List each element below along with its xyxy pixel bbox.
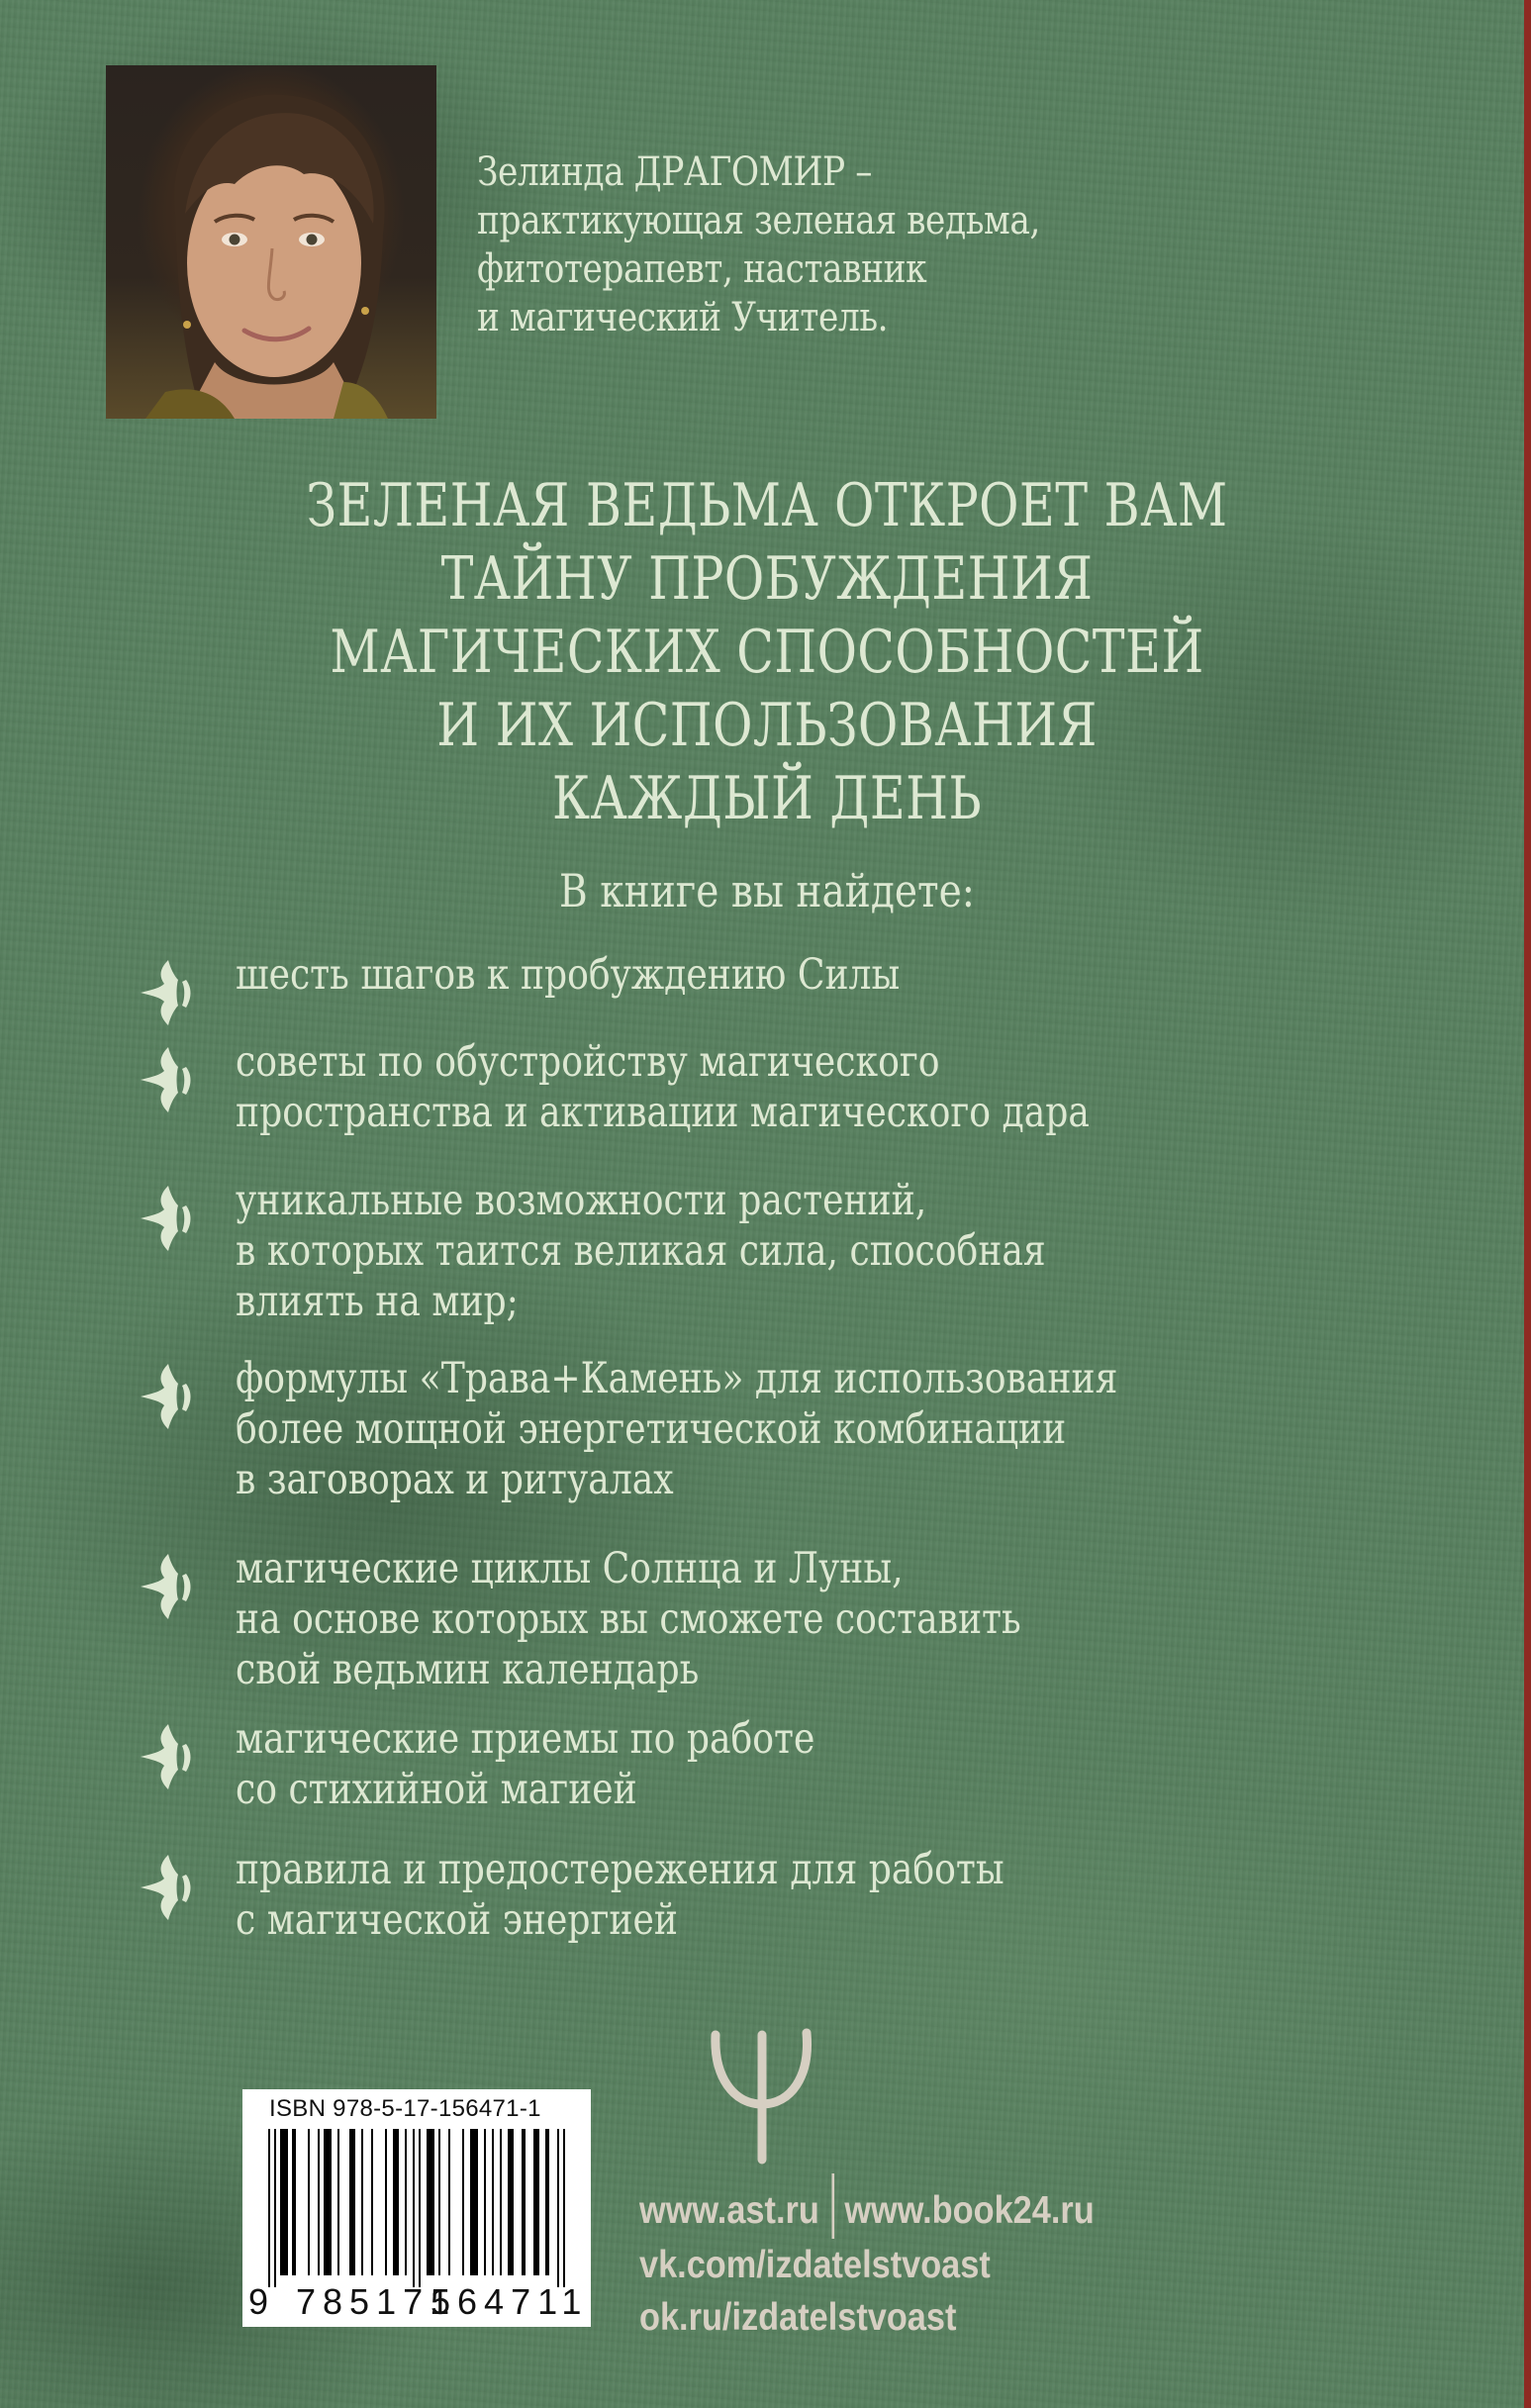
link-ok[interactable]: ok.ru/izdatelstvoast bbox=[639, 2296, 957, 2339]
fleur-leaf-icon bbox=[139, 1722, 196, 1791]
headline-line: И ИХ ИСПОЛЬЗОВАНИЯ bbox=[436, 691, 1098, 760]
headline-line: ЗЕЛЕНАЯ ВЕДЬМА ОТКРОЕТ ВАМ bbox=[306, 471, 1228, 540]
headline-line: ТАЙНУ ПРОБУЖДЕНИЯ bbox=[440, 544, 1094, 614]
features-intro bbox=[139, 863, 1395, 918]
feature-text: в которых таится великая сила, способная bbox=[236, 1226, 1046, 1276]
link-separator bbox=[831, 2173, 834, 2239]
isbn-label: ISBN 978-5-17-156471-1 bbox=[269, 2095, 541, 2122]
barcode-digits-left: 785171 bbox=[296, 2281, 457, 2322]
bio-line: и магический Учитель. bbox=[477, 295, 889, 340]
feature-text: более мощной энергетической комбинации bbox=[236, 1404, 1067, 1454]
fleur-leaf-icon bbox=[139, 1853, 196, 1922]
feature-text: с магической энергией bbox=[236, 1895, 678, 1945]
link-ast[interactable]: www.ast.ru bbox=[639, 2189, 819, 2232]
fleur-leaf-icon bbox=[139, 1045, 196, 1114]
feature-text: советы по обустройству магического bbox=[236, 1037, 940, 1087]
trident-psi-icon bbox=[708, 2027, 816, 2166]
barcode-digits-right: 564711 bbox=[431, 2281, 589, 2322]
headline bbox=[139, 469, 1395, 835]
feature-text: уникальные возможности растений, bbox=[236, 1176, 927, 1225]
fleur-leaf-icon bbox=[139, 1552, 196, 1621]
barcode-digit-first: 9 bbox=[248, 2281, 269, 2322]
fleur-leaf-icon bbox=[139, 958, 196, 1027]
fleur-leaf-icon bbox=[139, 1362, 196, 1431]
link-vk[interactable]: vk.com/izdatelstvoast bbox=[639, 2244, 991, 2286]
bio-line: фитотерапевт, наставник bbox=[477, 246, 927, 292]
bio-line: Зелинда ДРАГОМИР – bbox=[477, 149, 873, 195]
barcode-bars bbox=[268, 2129, 585, 2287]
feature-text: пространства и активации магического дара bbox=[236, 1088, 1090, 1137]
feature-text: формулы «Трава+Камень» для использования bbox=[236, 1354, 1118, 1403]
isbn-barcode bbox=[242, 2089, 591, 2327]
feature-text: магические приемы по работе bbox=[236, 1714, 815, 1764]
author-photo bbox=[106, 65, 436, 419]
portrait-illustration bbox=[106, 65, 436, 419]
feature-text: правила и предостережения для работы bbox=[236, 1845, 1005, 1894]
headline-line: КАЖДЫЙ ДЕНЬ bbox=[551, 764, 983, 833]
fleur-leaf-icon bbox=[139, 1184, 196, 1253]
features-intro-text: В книге вы найдете: bbox=[559, 864, 975, 917]
feature-text: свой ведьмин календарь bbox=[236, 1645, 700, 1694]
feature-text: в заговорах и ритуалах bbox=[236, 1455, 674, 1504]
link-book24[interactable]: www.book24.ru bbox=[844, 2189, 1095, 2232]
headline-line: МАГИЧЕСКИХ СПОСОБНОСТЕЙ bbox=[330, 618, 1204, 687]
feature-text: шесть шагов к пробуждению Силы bbox=[236, 950, 901, 1000]
feature-text: на основе которых вы сможете составить bbox=[236, 1594, 1021, 1644]
feature-text: со стихийной магией bbox=[236, 1765, 637, 1814]
bio-line: практикующая зеленая ведьма, bbox=[477, 198, 1040, 243]
feature-text: магические циклы Солнца и Луны, bbox=[236, 1544, 904, 1593]
cover-edge-stripe bbox=[1524, 0, 1531, 2408]
barcode-digits bbox=[248, 2281, 589, 2323]
feature-text: влиять на мир; bbox=[236, 1277, 519, 1326]
publisher-links bbox=[639, 2173, 1156, 2344]
author-bio bbox=[477, 148, 1073, 342]
